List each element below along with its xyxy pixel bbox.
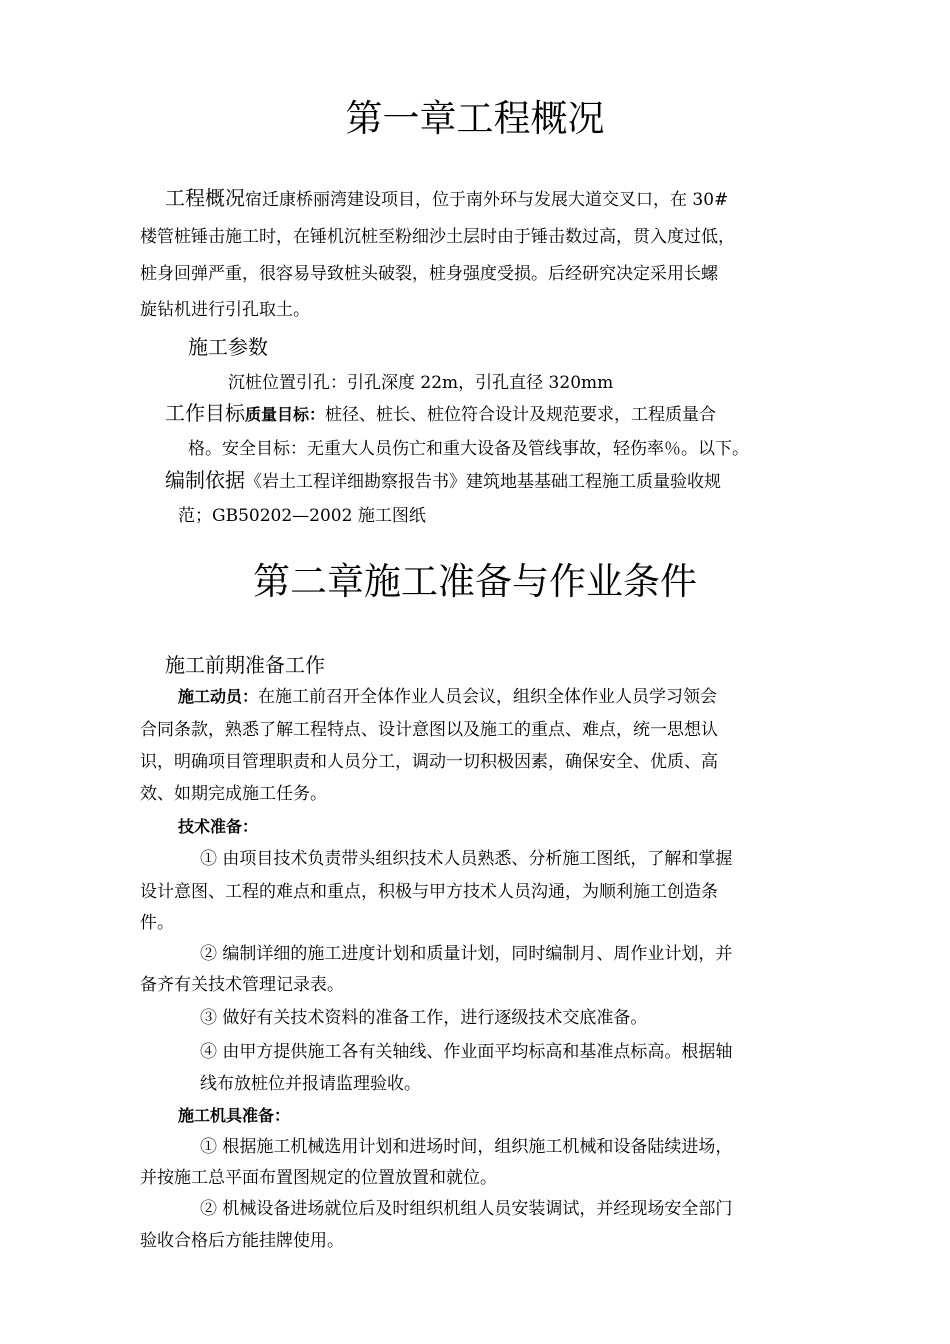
mobilization-text-1: 在施工前召开全体作业人员会议，组织全体作业人员学习领会	[258, 687, 718, 707]
mobilization-line-2: 合同条款，熟悉了解工程特点、设计意图以及施工的重点、难点，统一思想认	[140, 720, 718, 740]
chapter-2-title: 第二章施工准备与作业条件	[253, 560, 697, 603]
basis-text-1: 《岩土工程详细勘察报告书》建筑地基基础工程施工质量验收规	[245, 472, 721, 492]
mobilization-line-1	[178, 685, 717, 709]
overview-line-4: 旋钻机进行引孔取土。	[140, 300, 310, 320]
goals-text-1: 桩径、桩长、桩位符合设计及规范要求，工程质量合	[325, 405, 717, 425]
mobilization-line-3: 识，明确项目管理职责和人员分工，调动一切积极因素，确保安全、优质、高	[140, 752, 718, 772]
section-heading-prep: 施工前期准备工作	[165, 653, 325, 677]
tech-item-2-line-1: ② 编制详细的施工进度计划和质量计划，同时编制月、周作业计划，并	[200, 944, 733, 964]
overview-line-1	[165, 186, 728, 212]
basis-line-1	[165, 468, 721, 494]
tech-item-1-line-1: ① 由项目技术负责带头组织技术人员熟悉、分析施工图纸，了解和掌握	[200, 849, 733, 869]
overview-line-3: 桩身回弹严重，很容易导致桩头破裂，桩身强度受损。后经研究决定采用长螺	[140, 264, 718, 284]
mobilization-label: 施工动员：	[178, 687, 259, 706]
tech-item-3-line-1: ③ 做好有关技术资料的准备工作，进行逐级技术交底准备。	[200, 1008, 648, 1028]
basis-line-2: 范；GB50202—2002 施工图纸	[178, 506, 426, 526]
goals-label: 工作目标	[165, 401, 245, 425]
tech-item-2-line-2: 备齐有关技术管理记录表。	[140, 975, 344, 995]
tech-item-1-line-3: 件。	[140, 913, 174, 933]
tech-item-4-line-1: ④ 由甲方提供施工各有关轴线、作业面平均标高和基准点标高。根据轴	[200, 1042, 733, 1062]
overview-text-1: 宿迁康桥丽湾建设项目，位于南外环与发展大道交叉口，在 30#	[245, 190, 729, 210]
machinery-item-1-line-1: ① 根据施工机械选用计划和进场时间，组织施工机械和设备陆续进场，	[200, 1137, 733, 1157]
machinery-item-1-line-2: 并按施工总平面布置图规定的位置放置和就位。	[140, 1168, 497, 1188]
tech-prep-label: 技术准备：	[178, 817, 259, 836]
mobilization-line-4: 效、如期完成施工任务。	[140, 784, 327, 804]
goals-line-2: 格。安全目标：无重大人员伤亡和重大设备及管线事故，轻伤率％。以下。	[188, 439, 749, 459]
machinery-item-2-line-2: 验收合格后方能挂牌使用。	[140, 1231, 344, 1251]
goals-line-1	[165, 401, 716, 427]
overview-label: 工程概况	[165, 186, 245, 210]
tech-item-4-line-2: 线布放桩位并报请监理验收。	[200, 1074, 421, 1094]
chapter-1-title: 第一章工程概况	[345, 97, 605, 140]
quality-goal-label: 质量目标：	[245, 405, 326, 424]
machinery-item-2-line-1: ② 机械设备进场就位后及时组织机组人员安装调试，并经现场安全部门	[200, 1199, 733, 1219]
params-line: 沉桩位置引孔：引孔深度 22m，引孔直径 320mm	[228, 373, 614, 393]
tech-item-1-line-2: 设计意图、工程的难点和重点，积极与甲方技术人员沟通，为顺利施工创造条	[140, 882, 718, 902]
machinery-prep-label: 施工机具准备：	[178, 1106, 291, 1125]
overview-line-2: 楼管桩锤击施工时，在锤机沉桩至粉细沙土层时由于锤击数过高，贯入度过低，	[140, 227, 735, 247]
params-heading: 施工参数	[188, 335, 268, 359]
basis-label: 编制依据	[165, 468, 245, 492]
